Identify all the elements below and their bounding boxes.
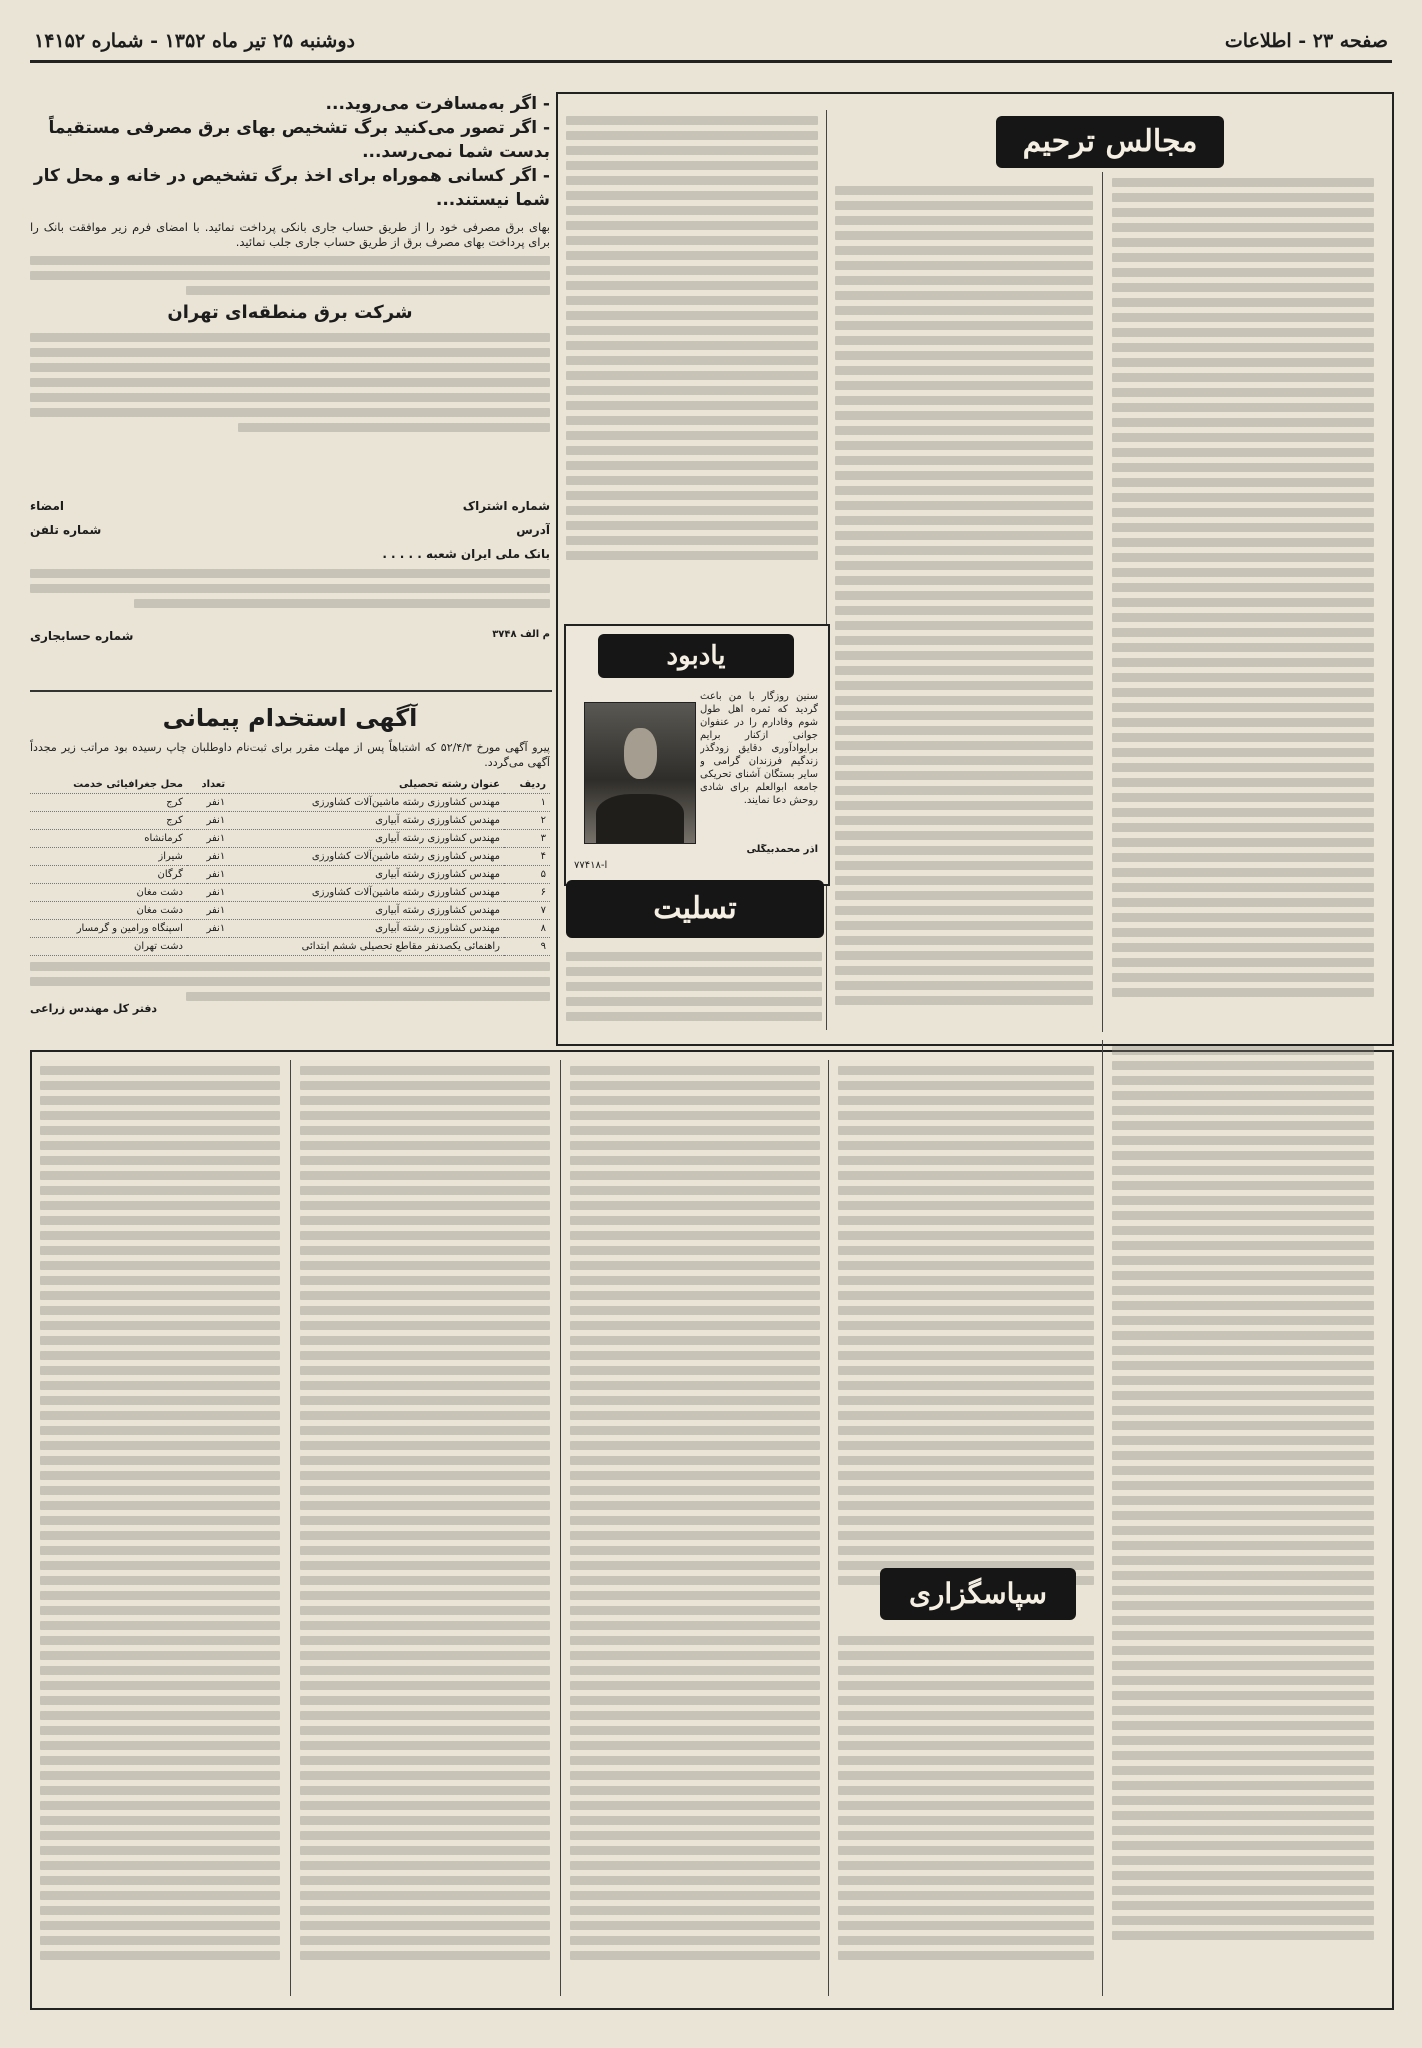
jobs-signature: دفتر کل مهندس زراعی bbox=[30, 1002, 158, 1015]
table-row: ۲ مهندس کشاورزی رشته آبیاری ۱نفر کرج bbox=[30, 812, 550, 830]
bottom-col-2 bbox=[300, 1060, 550, 1996]
page-header bbox=[30, 22, 1392, 63]
yadbud-banner-text: یادبود bbox=[666, 641, 726, 671]
table-row: ۱ مهندس کشاورزی رشته ماشین‌آلات کشاورزی ۱نفر کرج bbox=[30, 794, 550, 812]
bottom-col-5 bbox=[1112, 1040, 1374, 1996]
majlis-banner-text: مجالس ترحیم bbox=[1022, 124, 1198, 159]
column-rule bbox=[1102, 172, 1103, 1032]
table-row: ۹ راهنمائی یکصدنفر مقاطع تحصیلی ششم ابتدائی دشت تهران bbox=[30, 938, 550, 956]
taslit-banner bbox=[566, 880, 824, 938]
form-address: آدرس bbox=[516, 523, 550, 537]
column-rule bbox=[826, 110, 827, 1030]
form-lines-2 bbox=[30, 569, 550, 629]
jobs-fine-print bbox=[30, 962, 550, 1002]
majlis-col-middle bbox=[835, 180, 1093, 1032]
ad-headline-3: - اگر کسانی هموراه برای اخذ برگ تشخیص در خانه و محل کار شما نیستند... bbox=[33, 166, 550, 210]
yadbud-code: آ-۷۷۴۱۸ bbox=[574, 860, 608, 871]
jobs-table bbox=[30, 776, 550, 956]
electricity-ad bbox=[30, 92, 550, 682]
divider bbox=[30, 690, 552, 692]
sepas-banner bbox=[880, 1568, 1076, 1620]
ad-headline-2: - اگر تصور می‌کنید برگ تشخیص بهای برق مصرفی مستقیماً بدست شما نمی‌رسد... bbox=[48, 118, 550, 162]
table-row: ۳ مهندس کشاورزی رشته آبیاری ۱نفر کرمانشاه bbox=[30, 830, 550, 848]
table-row: ۸ مهندس کشاورزی رشته آبیاری ۱نفر اسپنگاه ورامین و گرمسار bbox=[30, 920, 550, 938]
table-row: ۶ مهندس کشاورزی رشته ماشین‌آلات کشاورزی ۱نفر دشت مغان bbox=[30, 884, 550, 902]
taslit-col bbox=[566, 946, 822, 1032]
yadbud-signature: آذر محمدبیگلی bbox=[746, 844, 818, 855]
column-rule bbox=[1102, 1040, 1103, 1996]
yadbud-banner bbox=[598, 634, 794, 678]
ad-headline-1: - اگر به‌مسافرت می‌روید... bbox=[325, 94, 550, 114]
column-rule bbox=[560, 1060, 561, 1996]
table-row: ۷ مهندس کشاورزی رشته آبیاری ۱نفر دشت مغان bbox=[30, 902, 550, 920]
jobs-intro: پیرو آگهی مورخ ۵۲/۴/۳ که اشتباهاً پس از مهلت مقرر برای ثبت‌نام داوطلبان چاپ رسیده بود مراتب زیر مجدداً آگهی می‌گردد. bbox=[30, 741, 550, 769]
col-place: محل جغرافیائی خدمت bbox=[30, 776, 187, 794]
column-rule bbox=[290, 1060, 291, 1996]
company-name: شرکت برق منطقه‌ای تهران bbox=[167, 302, 413, 323]
issue-date: دوشنبه ۲۵ تیر ماه ۱۳۵۲ - شماره ۱۴۱۵۲ bbox=[34, 30, 355, 52]
table-row: ۵ مهندس کشاورزی رشته آبیاری ۱نفر گرگان bbox=[30, 866, 550, 884]
column-rule bbox=[828, 1060, 829, 1996]
majlis-banner bbox=[996, 116, 1224, 168]
majlis-col-right bbox=[1112, 172, 1374, 1032]
form-bank: بانک ملی ایران شعبه . . . . . bbox=[382, 547, 550, 561]
page-label: صفحه ۲۳ - اطلاعات bbox=[1224, 30, 1388, 52]
form-signature: امضاء bbox=[30, 499, 65, 513]
bottom-col-4-bottom bbox=[838, 1630, 1094, 1996]
form-phone: شماره تلفن bbox=[30, 523, 102, 537]
col-title: عنوان رشته تحصیلی bbox=[229, 776, 504, 794]
table-row: ۴ مهندس کشاورزی رشته ماشین‌آلات کشاورزی ۱نفر شیراز bbox=[30, 848, 550, 866]
form-subscription: شماره اشتراک bbox=[462, 499, 550, 513]
ad-fine-print bbox=[30, 256, 550, 296]
ad-code: م الف ۳۷۴۸ bbox=[492, 629, 550, 640]
bottom-col-4-top bbox=[838, 1060, 1094, 1620]
yadbud-text: سنین روزگار با من باعث گردید که ثمره اهل طول شوم وفادارم را در عنفوان جوانی ازکنار برایم برایوادآوری دقایق زودگذر زندگیم فرزندان گرامی و سایر بستگان آشنای تحریکی جامعه ابوالعلم برای شادی روحش دعا نمایند. bbox=[700, 691, 818, 806]
bottom-col-3 bbox=[570, 1060, 820, 1996]
majlis-col-left-top bbox=[566, 110, 818, 610]
form-account: شماره حسابجاری bbox=[30, 629, 134, 643]
taslit-banner-text: تسلیت bbox=[653, 891, 737, 926]
col-count: تعداد bbox=[187, 776, 229, 794]
portrait-photo bbox=[584, 702, 696, 844]
ad-body: بهای برق مصرفی خود را از طریق حساب جاری بانکی پرداخت نمائید. با امضای فرم زیر موافقت بانک را برای پرداخت بهای مصرف برق از طریق حساب جاری جلب نمائید. bbox=[30, 220, 550, 249]
col-row: ردیف bbox=[504, 776, 550, 794]
form-lines bbox=[30, 333, 550, 493]
jobs-title: آگهی استخدام پیمانی bbox=[162, 704, 418, 732]
bottom-col-1 bbox=[40, 1060, 280, 1996]
sepas-banner-text: سپاسگزاری bbox=[908, 1577, 1048, 1610]
jobs-ad bbox=[30, 700, 550, 1050]
